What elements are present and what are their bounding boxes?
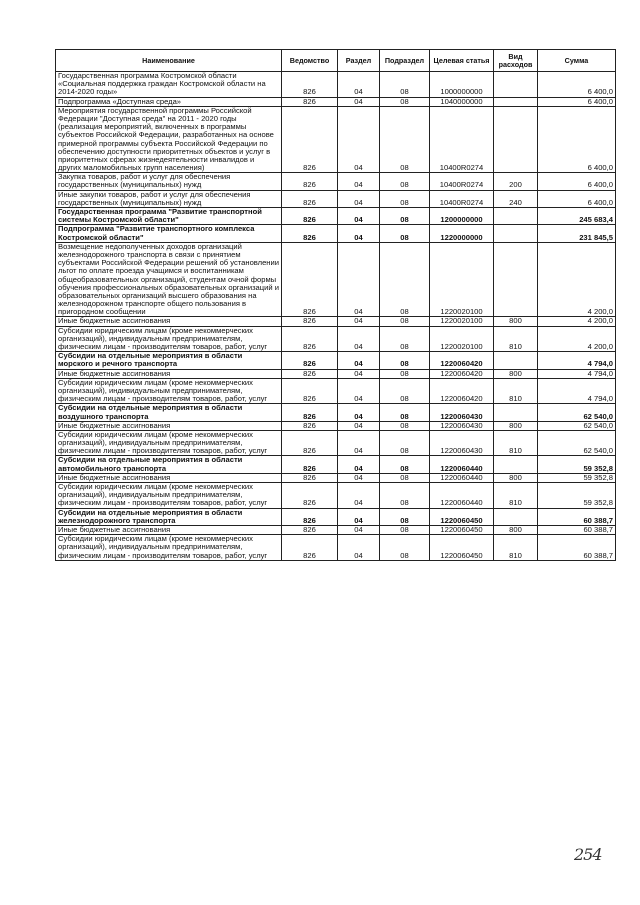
- cell-subsection: 08: [380, 473, 430, 482]
- cell-target: 1220060420: [430, 369, 494, 378]
- cell-name: Возмещение недополученных доходов организаций железнодорожного транспорта в связи с принятием субъектами Российской Федерации решений об установлении льгот по оплате проезда учащимся и воспитанникам общеобразовательных организаций, студентам очной формы обучения профессиональных образовательных организаций и образовательных организаций высшего образования на железнодорожном транспорте общего пользования в пригородном сообщении: [56, 242, 282, 317]
- cell-section: 04: [338, 190, 380, 207]
- col-header-name: Наименование: [56, 50, 282, 72]
- cell-name: Иные бюджетные ассигнования: [56, 421, 282, 430]
- cell-subsection: 08: [380, 317, 430, 326]
- cell-target: 1220060430: [430, 430, 494, 456]
- cell-section: 04: [338, 473, 380, 482]
- cell-subsection: 08: [380, 106, 430, 173]
- cell-exp-type: 800: [494, 421, 538, 430]
- cell-name: Субсидии на отдельные мероприятия в области воздушного транспорта: [56, 404, 282, 421]
- cell-target: 1220060450: [430, 508, 494, 525]
- cell-exp-type: 800: [494, 473, 538, 482]
- cell-sum: 62 540,0: [538, 430, 616, 456]
- cell-dept: 826: [282, 535, 338, 561]
- cell-sum: 6 400,0: [538, 72, 616, 98]
- page-number: 254: [574, 845, 602, 864]
- cell-exp-type: [494, 508, 538, 525]
- cell-name: Иные закупки товаров, работ и услуг для обеспечения государственных (муниципальных) нужд: [56, 190, 282, 207]
- table-row: [56, 352, 616, 369]
- cell-section: 04: [338, 317, 380, 326]
- cell-subsection: 08: [380, 525, 430, 534]
- table-row: [56, 369, 616, 378]
- cell-section: 04: [338, 525, 380, 534]
- cell-exp-type: [494, 97, 538, 106]
- cell-section: 04: [338, 242, 380, 317]
- cell-section: 04: [338, 97, 380, 106]
- cell-section: 04: [338, 456, 380, 473]
- cell-subsection: 08: [380, 430, 430, 456]
- cell-exp-type: [494, 72, 538, 98]
- table-row: [56, 508, 616, 525]
- cell-sum: 62 540,0: [538, 421, 616, 430]
- col-header-exp-type: Вид расходов: [494, 50, 538, 72]
- cell-subsection: 08: [380, 352, 430, 369]
- cell-sum: 245 683,4: [538, 208, 616, 225]
- cell-subsection: 08: [380, 97, 430, 106]
- cell-target: 10400R0274: [430, 190, 494, 207]
- cell-exp-type: [494, 352, 538, 369]
- cell-name: Субсидии юридическим лицам (кроме некоммерческих организаций), индивидуальным предпринимателям, физическим лицам - производителям товаров, работ, услуг: [56, 483, 282, 509]
- cell-subsection: 08: [380, 173, 430, 190]
- cell-section: 04: [338, 369, 380, 378]
- cell-dept: 826: [282, 430, 338, 456]
- cell-section: 04: [338, 430, 380, 456]
- cell-dept: 826: [282, 97, 338, 106]
- cell-section: 04: [338, 225, 380, 242]
- cell-section: 04: [338, 72, 380, 98]
- cell-section: 04: [338, 106, 380, 173]
- cell-subsection: 08: [380, 378, 430, 404]
- cell-target: 1040000000: [430, 97, 494, 106]
- cell-dept: 826: [282, 473, 338, 482]
- cell-subsection: 08: [380, 208, 430, 225]
- table-row: [56, 378, 616, 404]
- table-row: [56, 317, 616, 326]
- cell-exp-type: 810: [494, 378, 538, 404]
- cell-dept: 826: [282, 225, 338, 242]
- cell-target: 1220060440: [430, 483, 494, 509]
- cell-dept: 826: [282, 369, 338, 378]
- cell-name: Иные бюджетные ассигнования: [56, 525, 282, 534]
- cell-target: 1220060450: [430, 535, 494, 561]
- cell-exp-type: 240: [494, 190, 538, 207]
- cell-exp-type: [494, 404, 538, 421]
- cell-dept: 826: [282, 456, 338, 473]
- cell-exp-type: 810: [494, 483, 538, 509]
- table-header-row: [56, 50, 616, 72]
- table-row: [56, 535, 616, 561]
- cell-dept: 826: [282, 173, 338, 190]
- cell-section: 04: [338, 508, 380, 525]
- cell-sum: 4 794,0: [538, 369, 616, 378]
- cell-sum: 59 352,8: [538, 483, 616, 509]
- cell-sum: 4 794,0: [538, 352, 616, 369]
- cell-target: 1220020100: [430, 242, 494, 317]
- budget-table: [55, 49, 616, 561]
- cell-target: 1220060450: [430, 525, 494, 534]
- cell-sum: 6 400,0: [538, 190, 616, 207]
- cell-name: Государственная программа "Развитие транспортной системы Костромской области": [56, 208, 282, 225]
- cell-subsection: 08: [380, 421, 430, 430]
- cell-subsection: 08: [380, 242, 430, 317]
- cell-subsection: 08: [380, 72, 430, 98]
- cell-target: 1200000000: [430, 208, 494, 225]
- cell-name: Государственная программа Костромской области «Социальная поддержка граждан Костромской области на 2014-2020 годы»: [56, 72, 282, 98]
- cell-subsection: 08: [380, 508, 430, 525]
- cell-section: 04: [338, 173, 380, 190]
- table-row: [56, 97, 616, 106]
- cell-section: 04: [338, 352, 380, 369]
- cell-dept: 826: [282, 242, 338, 317]
- cell-exp-type: 200: [494, 173, 538, 190]
- cell-section: 04: [338, 208, 380, 225]
- cell-dept: 826: [282, 106, 338, 173]
- cell-name: Субсидии юридическим лицам (кроме некоммерческих организаций), индивидуальным предпринимателям, физическим лицам - производителям товаров, работ, услуг: [56, 378, 282, 404]
- cell-sum: 60 388,7: [538, 508, 616, 525]
- table-row: [56, 326, 616, 352]
- table-row: [56, 190, 616, 207]
- cell-dept: 826: [282, 326, 338, 352]
- cell-dept: 826: [282, 421, 338, 430]
- cell-subsection: 08: [380, 483, 430, 509]
- table-body: [56, 72, 616, 561]
- cell-sum: 60 388,7: [538, 535, 616, 561]
- cell-target: 1000000000: [430, 72, 494, 98]
- cell-subsection: 08: [380, 190, 430, 207]
- cell-name: Закупка товаров, работ и услуг для обеспечения государственных (муниципальных) нужд: [56, 173, 282, 190]
- cell-name: Субсидии юридическим лицам (кроме некоммерческих организаций), индивидуальным предпринимателям, физическим лицам - производителям товаров, работ, услуг: [56, 326, 282, 352]
- cell-sum: 60 388,7: [538, 525, 616, 534]
- cell-section: 04: [338, 421, 380, 430]
- cell-dept: 826: [282, 525, 338, 534]
- cell-target: 10400R0274: [430, 106, 494, 173]
- cell-subsection: 08: [380, 326, 430, 352]
- col-header-dept: Ведомство: [282, 50, 338, 72]
- cell-name: Подпрограмма «Доступная среда»: [56, 97, 282, 106]
- cell-section: 04: [338, 404, 380, 421]
- cell-sum: 59 352,8: [538, 473, 616, 482]
- cell-target: 1220060430: [430, 421, 494, 430]
- cell-sum: 231 845,5: [538, 225, 616, 242]
- cell-name: Субсидии юридическим лицам (кроме некоммерческих организаций), индивидуальным предпринимателям, физическим лицам - производителям товаров, работ, услуг: [56, 430, 282, 456]
- cell-dept: 826: [282, 190, 338, 207]
- cell-name: Субсидии на отдельные мероприятия в области автомобильного транспорта: [56, 456, 282, 473]
- cell-name: Мероприятия государственной программы Российской Федерации "Доступная среда" на 2011 - 2020 годы (реализация мероприятий, включенных в программы субъектов Российской Федерации, разработанных на основе примерной программы субъекта Российской Федерации по обеспечению доступности приоритетных объектов и услуг в приоритетных сферах жизнедеятельности инвалидов и других маломобильных групп населения): [56, 106, 282, 173]
- cell-section: 04: [338, 535, 380, 561]
- cell-exp-type: 800: [494, 317, 538, 326]
- table-row: [56, 430, 616, 456]
- cell-target: 1220060440: [430, 473, 494, 482]
- table-row: [56, 173, 616, 190]
- cell-section: 04: [338, 483, 380, 509]
- cell-name: Субсидии на отдельные мероприятия в области железнодорожного транспорта: [56, 508, 282, 525]
- cell-target: 10400R0274: [430, 173, 494, 190]
- table-row: [56, 421, 616, 430]
- cell-target: 1220020100: [430, 317, 494, 326]
- col-header-subsection: Подраздел: [380, 50, 430, 72]
- col-header-sum: Сумма: [538, 50, 616, 72]
- table-row: [56, 72, 616, 98]
- cell-sum: 4 200,0: [538, 317, 616, 326]
- cell-exp-type: 810: [494, 535, 538, 561]
- cell-dept: 826: [282, 378, 338, 404]
- cell-sum: 4 794,0: [538, 378, 616, 404]
- cell-exp-type: 810: [494, 326, 538, 352]
- cell-exp-type: 800: [494, 369, 538, 378]
- cell-subsection: 08: [380, 456, 430, 473]
- cell-dept: 826: [282, 317, 338, 326]
- cell-sum: 6 400,0: [538, 106, 616, 173]
- table-row: [56, 404, 616, 421]
- cell-dept: 826: [282, 352, 338, 369]
- cell-target: 1220060420: [430, 378, 494, 404]
- cell-sum: 6 400,0: [538, 173, 616, 190]
- cell-subsection: 08: [380, 404, 430, 421]
- cell-dept: 826: [282, 72, 338, 98]
- cell-subsection: 08: [380, 535, 430, 561]
- cell-name: Субсидии юридическим лицам (кроме некоммерческих организаций), индивидуальным предпринимателям, физическим лицам - производителям товаров, работ, услуг: [56, 535, 282, 561]
- table-row: [56, 242, 616, 317]
- cell-sum: 6 400,0: [538, 97, 616, 106]
- cell-dept: 826: [282, 208, 338, 225]
- cell-exp-type: 800: [494, 525, 538, 534]
- cell-exp-type: [494, 106, 538, 173]
- table-row: [56, 225, 616, 242]
- table-row: [56, 456, 616, 473]
- cell-exp-type: [494, 208, 538, 225]
- cell-name: Подпрограмма "Развитие транспортного комплекса Костромской области": [56, 225, 282, 242]
- cell-target: 1220060440: [430, 456, 494, 473]
- cell-sum: 4 200,0: [538, 326, 616, 352]
- cell-sum: 62 540,0: [538, 404, 616, 421]
- table-row: [56, 208, 616, 225]
- cell-subsection: 08: [380, 369, 430, 378]
- table-row: [56, 106, 616, 173]
- cell-exp-type: 810: [494, 430, 538, 456]
- cell-exp-type: [494, 242, 538, 317]
- cell-sum: 59 352,8: [538, 456, 616, 473]
- cell-exp-type: [494, 456, 538, 473]
- cell-section: 04: [338, 326, 380, 352]
- cell-name: Иные бюджетные ассигнования: [56, 317, 282, 326]
- col-header-section: Раздел: [338, 50, 380, 72]
- cell-sum: 4 200,0: [538, 242, 616, 317]
- cell-target: 1220000000: [430, 225, 494, 242]
- col-header-target: Целевая статья: [430, 50, 494, 72]
- cell-target: 1220060430: [430, 404, 494, 421]
- cell-name: Иные бюджетные ассигнования: [56, 473, 282, 482]
- cell-name: Субсидии на отдельные мероприятия в области морского и речного транспорта: [56, 352, 282, 369]
- cell-dept: 826: [282, 404, 338, 421]
- cell-subsection: 08: [380, 225, 430, 242]
- cell-exp-type: [494, 225, 538, 242]
- cell-section: 04: [338, 378, 380, 404]
- cell-name: Иные бюджетные ассигнования: [56, 369, 282, 378]
- cell-target: 1220060420: [430, 352, 494, 369]
- cell-dept: 826: [282, 508, 338, 525]
- table-row: [56, 483, 616, 509]
- cell-dept: 826: [282, 483, 338, 509]
- cell-target: 1220020100: [430, 326, 494, 352]
